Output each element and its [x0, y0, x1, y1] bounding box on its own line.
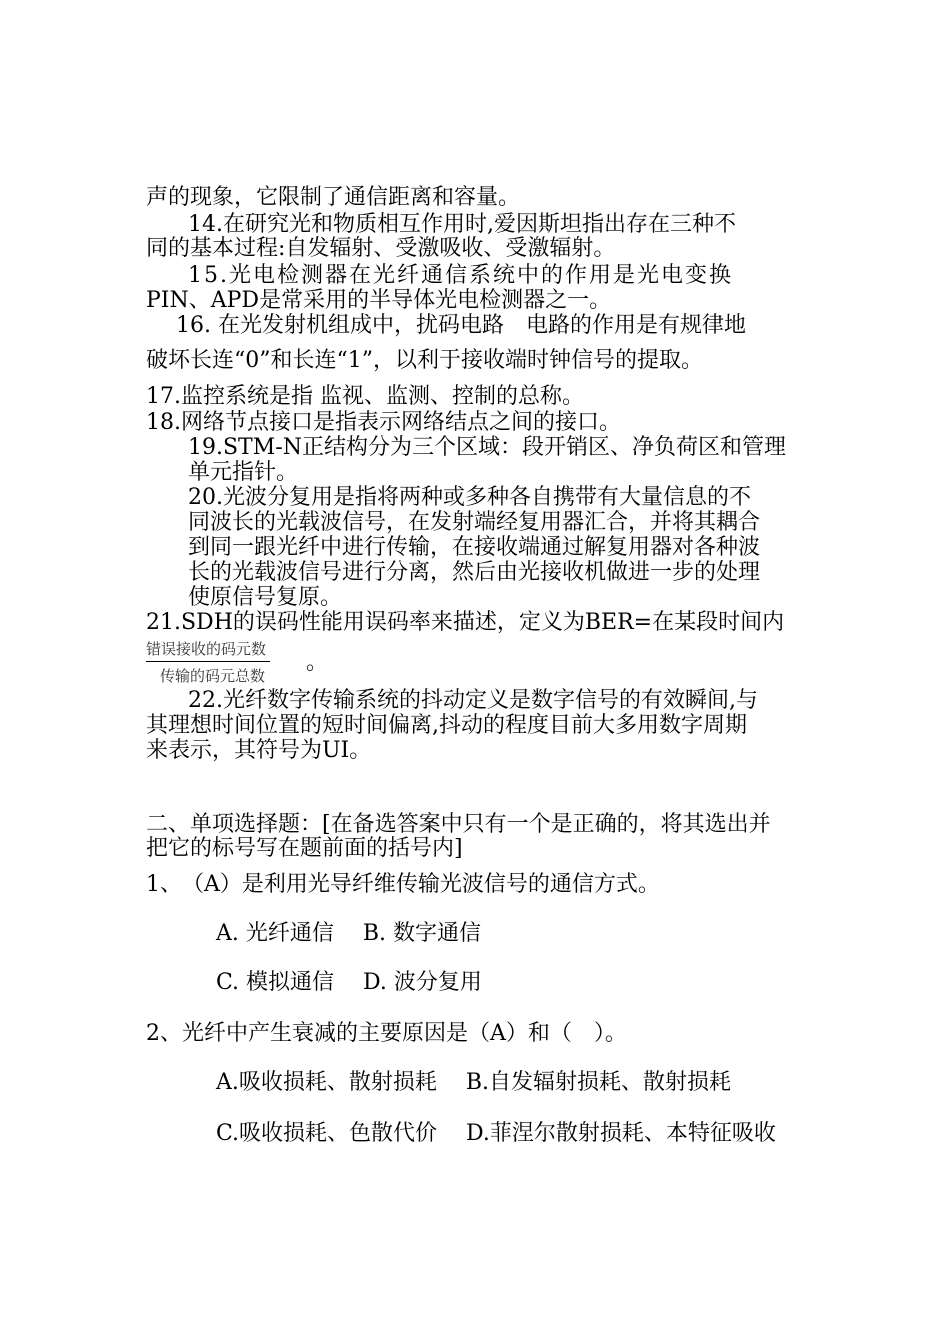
text-line-20c: 到同一跟光纤中进行传输，在接收端通过解复用器对各种波	[188, 535, 761, 560]
text-line-17: 17.监控系统是指 监视、监测、控制的总称。	[146, 384, 584, 409]
text-line-15b: PIN、APD是常采用的半导体光电检测器之一。	[146, 288, 612, 313]
question-2: 2、光纤中产生衰减的主要原因是（A）和（ ）。	[146, 1021, 627, 1046]
section-instruction: 把它的标号写在题前面的括号内]	[146, 836, 463, 861]
text-line-22c: 来表示，其符号为UI。	[146, 738, 372, 763]
text-line-14b: 同的基本过程:自发辐射、受激吸收、受激辐射。	[146, 236, 616, 261]
text-line-13-end: 声的现象，它限制了通信距离和容量。	[146, 185, 521, 210]
fraction-denominator: 传输的码元总数	[160, 667, 266, 685]
text-line-20a: 20.光波分复用是指将两种或多种各自携带有大量信息的不	[188, 485, 751, 510]
text-line-20e: 使原信号复原。	[188, 585, 343, 610]
text-line-16a: 16. 在光发射机组成中，扰码电路 电路的作用是有规律地	[176, 313, 746, 338]
question-1: 1、 （A）是利用光导纤维传输光波信号的通信方式。	[146, 872, 660, 897]
question-2-options-ab: A.吸收损耗、散射损耗 B.自发辐射损耗、散射损耗	[216, 1070, 732, 1095]
text-line-22b: 其理想时间位置的短时间偏离,抖动的程度目前大多用数字周期	[146, 713, 747, 738]
fraction-numerator: 错误接收的码元数	[146, 638, 270, 662]
fraction-period: 。	[306, 650, 329, 675]
text-line-15a: 15.光电检测器在光纤通信系统中的作用是光电变换	[188, 263, 733, 288]
text-line-16b: 破坏长连“0”和长连“1”，以利于接收端时钟信号的提取。	[146, 348, 703, 373]
text-line-20d: 长的光载波信号进行分离，然后由光接收机做进一步的处理	[188, 560, 761, 585]
text-line-14a: 14.在研究光和物质相互作用时,爱因斯坦指出存在三种不	[188, 212, 736, 237]
text-line-21: 21.SDH的误码性能用误码率来描述，定义为BER=在某段时间内	[146, 610, 785, 635]
ber-fraction	[146, 638, 270, 686]
question-2-options-cd: C.吸收损耗、色散代价 D.菲涅尔散射损耗、本特征吸收	[216, 1121, 776, 1146]
text-line-18: 18.网络节点接口是指表示网络结点之间的接口。	[146, 410, 621, 435]
section-heading: 二、单项选择题：[在备选答案中只有一个是正确的，将其选出并	[146, 812, 771, 837]
text-line-20b: 同波长的光载波信号，在发射端经复用器汇合，并将其耦合	[188, 510, 761, 535]
text-line-22a: 22.光纤数字传输系统的抖动定义是数字信号的有效瞬间,与	[188, 688, 758, 713]
question-1-options-cd: C. 模拟通信 D. 波分复用	[216, 970, 482, 995]
question-1-options-ab: A. 光纤通信 B. 数字通信	[216, 921, 482, 946]
text-line-19b: 单元指针。	[188, 460, 299, 485]
text-line-19a: 19.STM-N正结构分为三个区域：段开销区、净负荷区和管理	[188, 435, 786, 460]
